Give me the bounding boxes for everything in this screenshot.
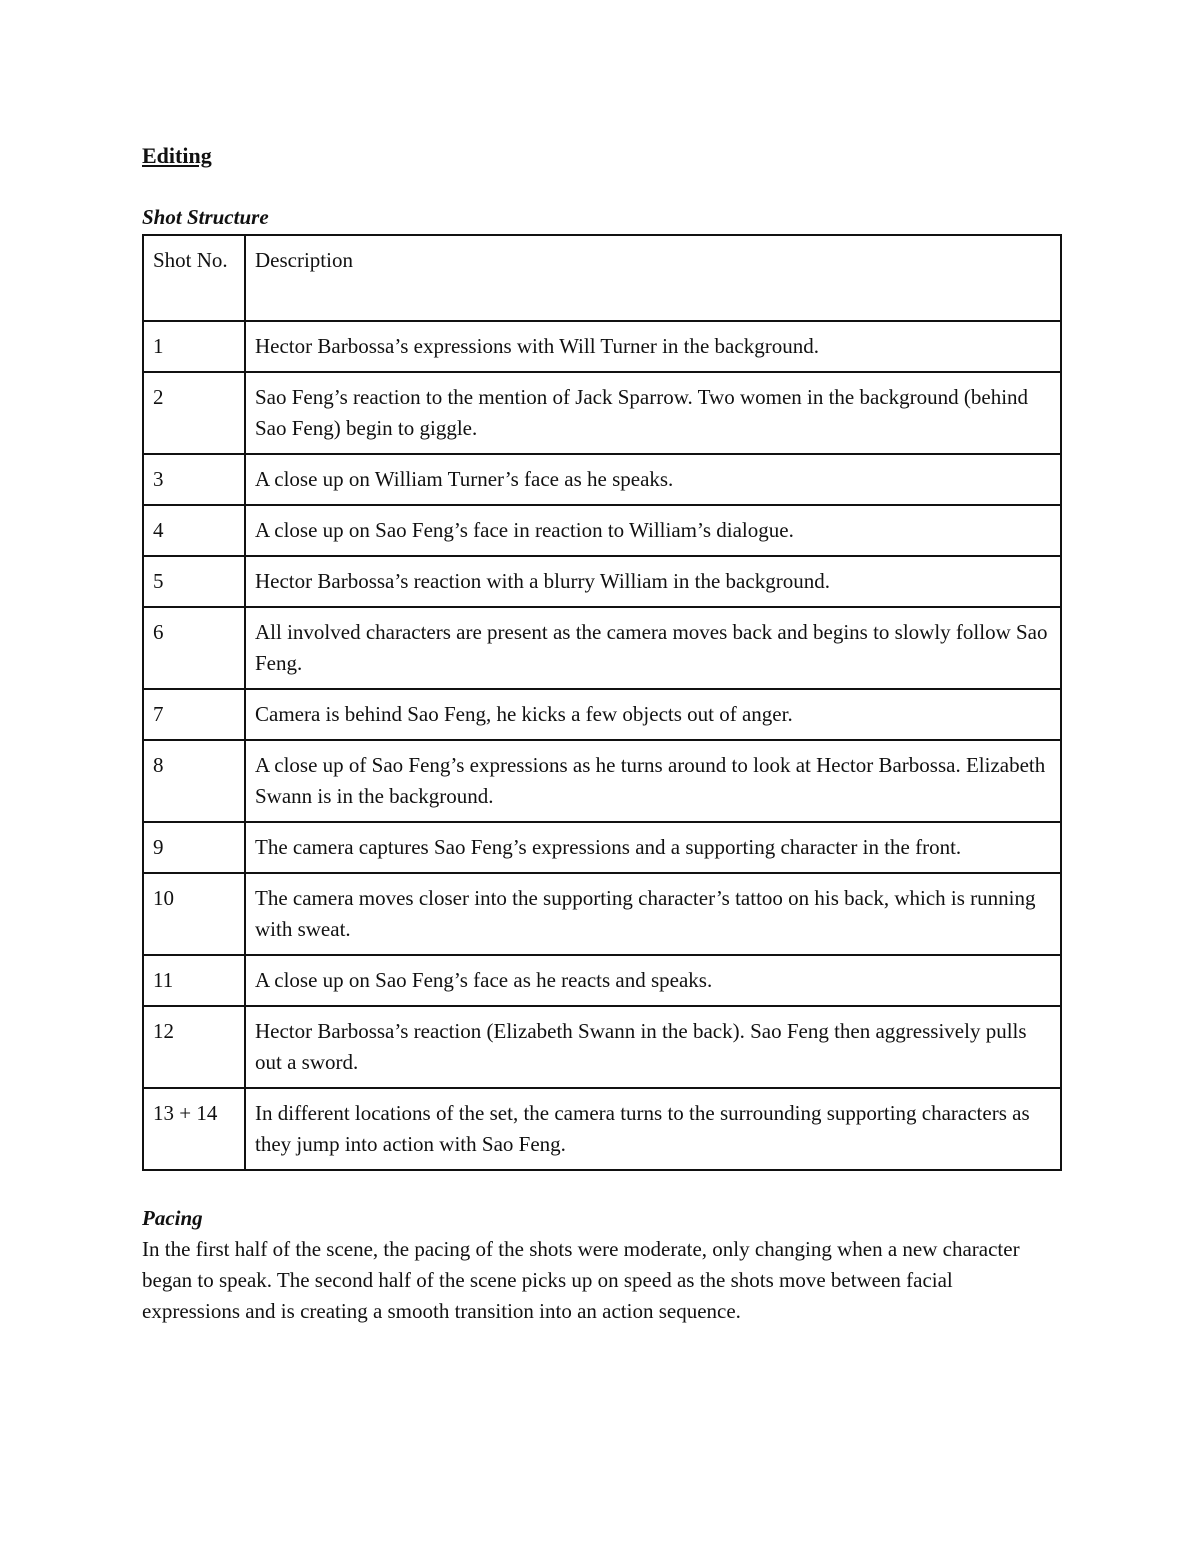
shot-number: 7 <box>143 689 245 740</box>
table-row <box>143 321 1061 372</box>
header-description: Description <box>245 235 1061 321</box>
shot-description: A close up of Sao Feng’s expressions as he turns around to look at Hector Barbossa. Elizabeth Swann is in the background. <box>245 740 1061 822</box>
shot-description: Hector Barbossa’s reaction (Elizabeth Swann in the back). Sao Feng then aggressively pulls out a sword. <box>245 1006 1061 1088</box>
shot-number: 4 <box>143 505 245 556</box>
table-row <box>143 689 1061 740</box>
shot-number: 3 <box>143 454 245 505</box>
table-row <box>143 454 1061 505</box>
table-row <box>143 556 1061 607</box>
table-row <box>143 505 1061 556</box>
shot-number: 2 <box>143 372 245 454</box>
shot-description: Hector Barbossa’s expressions with Will Turner in the background. <box>245 321 1061 372</box>
shot-number: 11 <box>143 955 245 1006</box>
shot-description: Hector Barbossa’s reaction with a blurry William in the background. <box>245 556 1061 607</box>
shot-number: 8 <box>143 740 245 822</box>
shot-number: 9 <box>143 822 245 873</box>
table-row <box>143 372 1061 454</box>
shot-description: A close up on Sao Feng’s face in reaction to William’s dialogue. <box>245 505 1061 556</box>
header-shot-no: Shot No. <box>143 235 245 321</box>
shot-number: 13 + 14 <box>143 1088 245 1170</box>
shot-number: 1 <box>143 321 245 372</box>
pacing-title: Pacing <box>142 1206 203 1230</box>
table-row <box>143 607 1061 689</box>
table-row <box>143 955 1061 1006</box>
shot-structure-table <box>142 234 1062 1171</box>
table-row <box>143 1006 1061 1088</box>
shot-description: All involved characters are present as the camera moves back and begins to slowly follow Sao Feng. <box>245 607 1061 689</box>
table-row <box>143 1088 1061 1170</box>
shot-description: The camera captures Sao Feng’s expressions and a supporting character in the front. <box>245 822 1061 873</box>
table-row <box>143 873 1061 955</box>
shot-structure-title: Shot Structure <box>142 205 269 229</box>
shot-description: In different locations of the set, the camera turns to the surrounding supporting characters as they jump into action with Sao Feng. <box>245 1088 1061 1170</box>
shot-number: 6 <box>143 607 245 689</box>
table-header-row <box>143 235 1061 321</box>
pacing-paragraph: In the first half of the scene, the pacing of the shots were moderate, only changing when a new character began to speak. The second half of the scene picks up on speed as the shots move between facial expressions and is creating a smooth transition into an action sequence. <box>142 1237 1020 1323</box>
page-heading: Editing <box>142 143 212 168</box>
shot-number: 5 <box>143 556 245 607</box>
shot-description: Camera is behind Sao Feng, he kicks a few objects out of anger. <box>245 689 1061 740</box>
shot-description: A close up on William Turner’s face as he speaks. <box>245 454 1061 505</box>
table-row <box>143 740 1061 822</box>
shot-number: 10 <box>143 873 245 955</box>
table-row <box>143 822 1061 873</box>
shot-description: Sao Feng’s reaction to the mention of Jack Sparrow. Two women in the background (behind Sao Feng) begin to giggle. <box>245 372 1061 454</box>
shot-number: 12 <box>143 1006 245 1088</box>
shot-description: A close up on Sao Feng’s face as he reacts and speaks. <box>245 955 1061 1006</box>
shot-description: The camera moves closer into the supporting character’s tattoo on his back, which is running with sweat. <box>245 873 1061 955</box>
document-page <box>142 140 1062 1327</box>
